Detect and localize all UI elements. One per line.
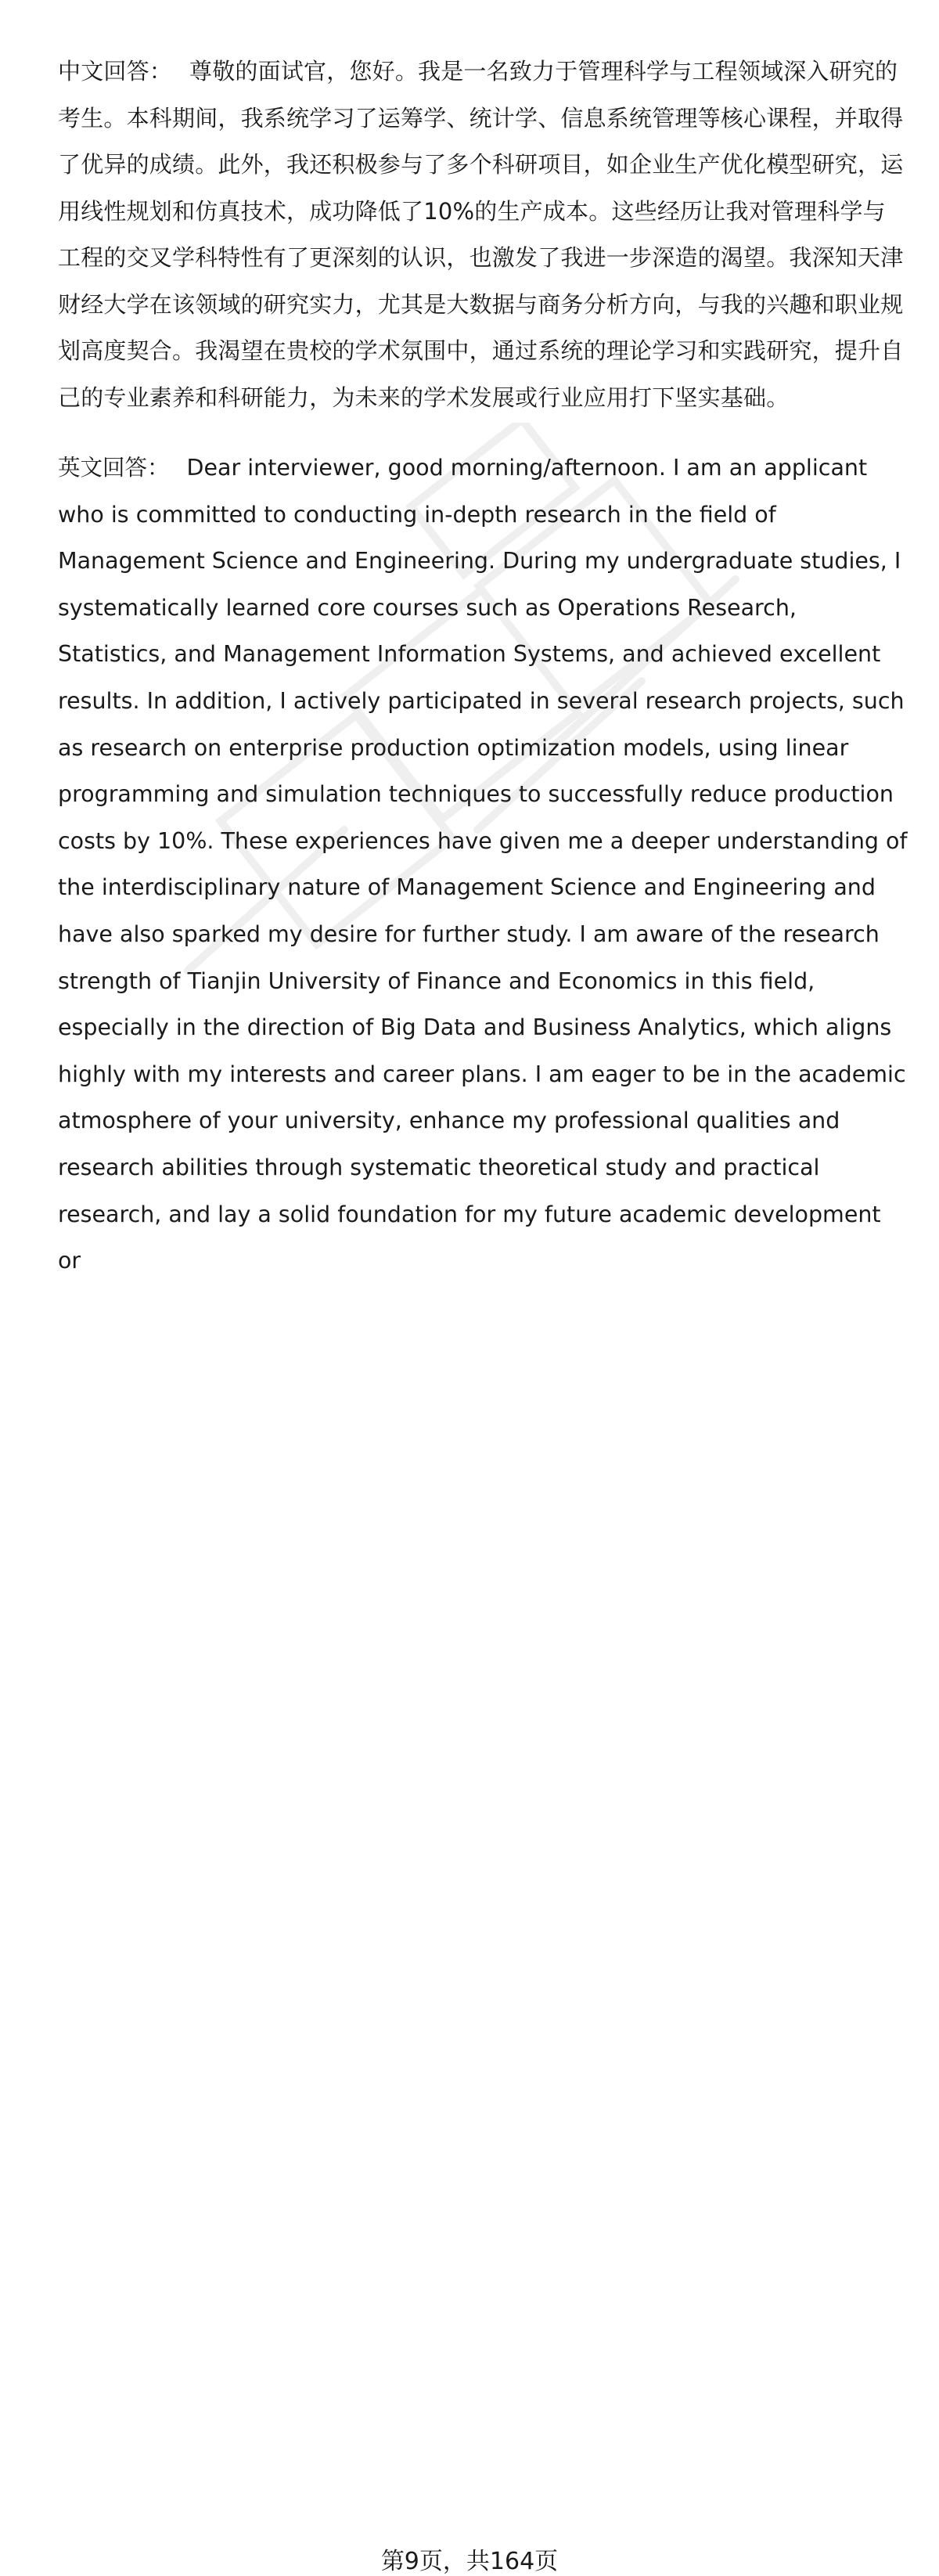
english-answer-paragraph (58, 445, 908, 1284)
chinese-answer-paragraph (58, 49, 908, 421)
chinese-answer-text: 尊敬的面试官，您好。我是一名致力于管理科学与工程领域深入研究的考生。本科期间，我系统学习了运筹学、统计学、信息系统管理等核心课程，并取得了优异的成绩。此外，我还积极参与了多个科研项目，如企业生产优化模型研究，运用线性规划和仿真技术，成功降低了10%的生产成本。这些经历让我对管理科学与工程的交叉学科特性有了更深刻的认识，也激发了我进一步深造的渴望。我深知天津财经大学在该领域的研究实力，尤其是大数据与商务分析方向，与我的兴趣和职业规划高度契合。我渴望在贵校的学术氛围中，通过系统的理论学习和实践研究，提升自己的专业素养和科研能力，为未来的学术发展或行业应用打下坚实基础。 (58, 58, 904, 411)
english-answer-text: Dear interviewer, good morning/afternoon. I am an applicant who is committed to conducting in-depth research in the field of Management Science and Engineering. During my undergraduate studies, I systematically learned core courses such as Operations Research, Statistics, and Management Information Systems, and achieved excellent results. In addition, I actively participated in several research projects, such as research on enterprise production optimization models, using linear programming and simulation techniques to successfully reduce production costs by 10%. These experiences have given me a deeper understanding of the interdisciplinary nature of Management Science and Engineering and have also sparked my desire for further study. I am aware of the research strength of Tianjin University of Finance and Economics in this field, especially in the direction of Big Data and Business Analytics, which aligns highly with my interests and career plans. I am eager to be in the academic atmosphere of your university, enhance my professional qualities and research abilities through systematic theoretical study and practical research, and lay a solid foundation for my future academic development or (58, 455, 908, 1274)
page-footer (0, 2542, 939, 2576)
english-answer-label: 英文回答： (58, 455, 170, 481)
document-body (58, 49, 908, 1284)
page-number: 第9页，共164页 (380, 2547, 559, 2575)
chinese-answer-label: 中文回答： (58, 58, 173, 85)
